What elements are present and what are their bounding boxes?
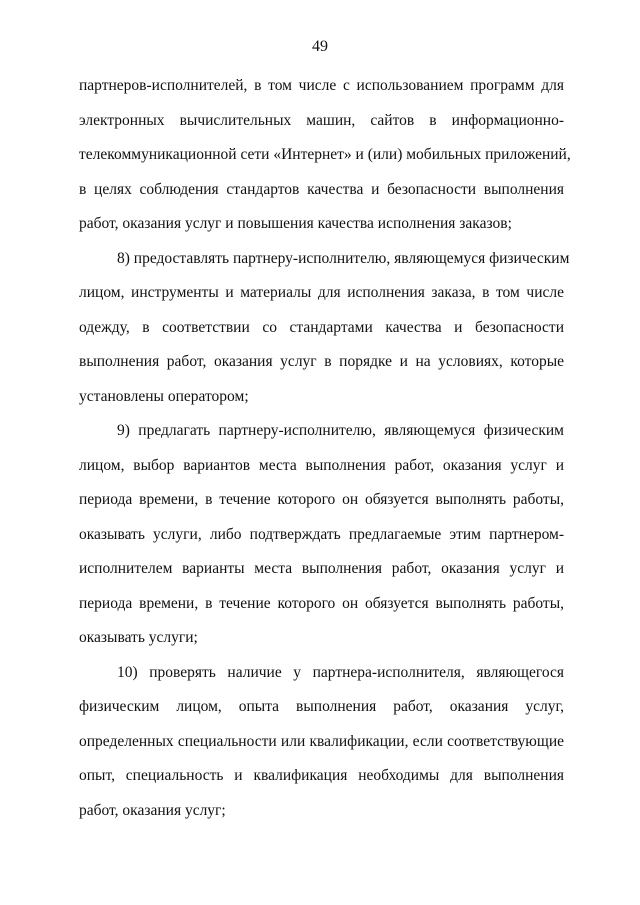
text-line: лицом, инструменты и материалы для исполнения заказа, в том числе (79, 284, 564, 301)
text-line: периода времени, в течение которого он обязуется выполнять работы, (79, 595, 564, 612)
text-line: опыт, специальность и квалификация необходимы для выполнения (79, 767, 564, 784)
text-line: оказывать услуги; (79, 629, 198, 646)
text-line: оказывать услуги, либо подтверждать предлагаемые этим партнером- (79, 526, 564, 543)
text-line: электронных вычислительных машин, сайтов в информационно- (79, 112, 564, 129)
text-line: установлены оператором; (79, 388, 249, 405)
text-line: лицом, выбор вариантов места выполнения работ, оказания услуг и (79, 457, 564, 474)
text-line: выполнения работ, оказания услуг в порядке и на условиях, которые (79, 353, 564, 370)
text-line: периода времени, в течение которого он обязуется выполнять работы, (79, 491, 564, 508)
text-line: работ, оказания услуг и повышения качества исполнения заказов; (79, 215, 512, 232)
text-line: 8) предоставлять партнеру-исполнителю, являющемуся физическим (117, 250, 570, 267)
text-line: физическим лицом, опыта выполнения работ, оказания услуг, (79, 698, 564, 715)
text-line: партнеров-исполнителей, в том числе с использованием программ для (79, 77, 564, 94)
text-line: телекоммуникационной сети «Интернет» и (или) мобильных приложений, (79, 146, 571, 163)
text-line: в целях соблюдения стандартов качества и безопасности выполнения (79, 181, 564, 198)
text-line: работ, оказания услуг; (79, 802, 226, 819)
text-line: исполнителем варианты места выполнения работ, оказания услуг и (79, 560, 564, 577)
text-line: 10) проверять наличие у партнера-исполнителя, являющегося (117, 664, 564, 681)
text-line: определенных специальности или квалификации, если соответствующие (79, 733, 564, 750)
text-line: одежду, в соответствии со стандартами качества и безопасности (79, 319, 564, 336)
page-number: 49 (312, 38, 328, 55)
text-line: 9) предлагать партнеру-исполнителю, являющемуся физическим (117, 422, 564, 439)
